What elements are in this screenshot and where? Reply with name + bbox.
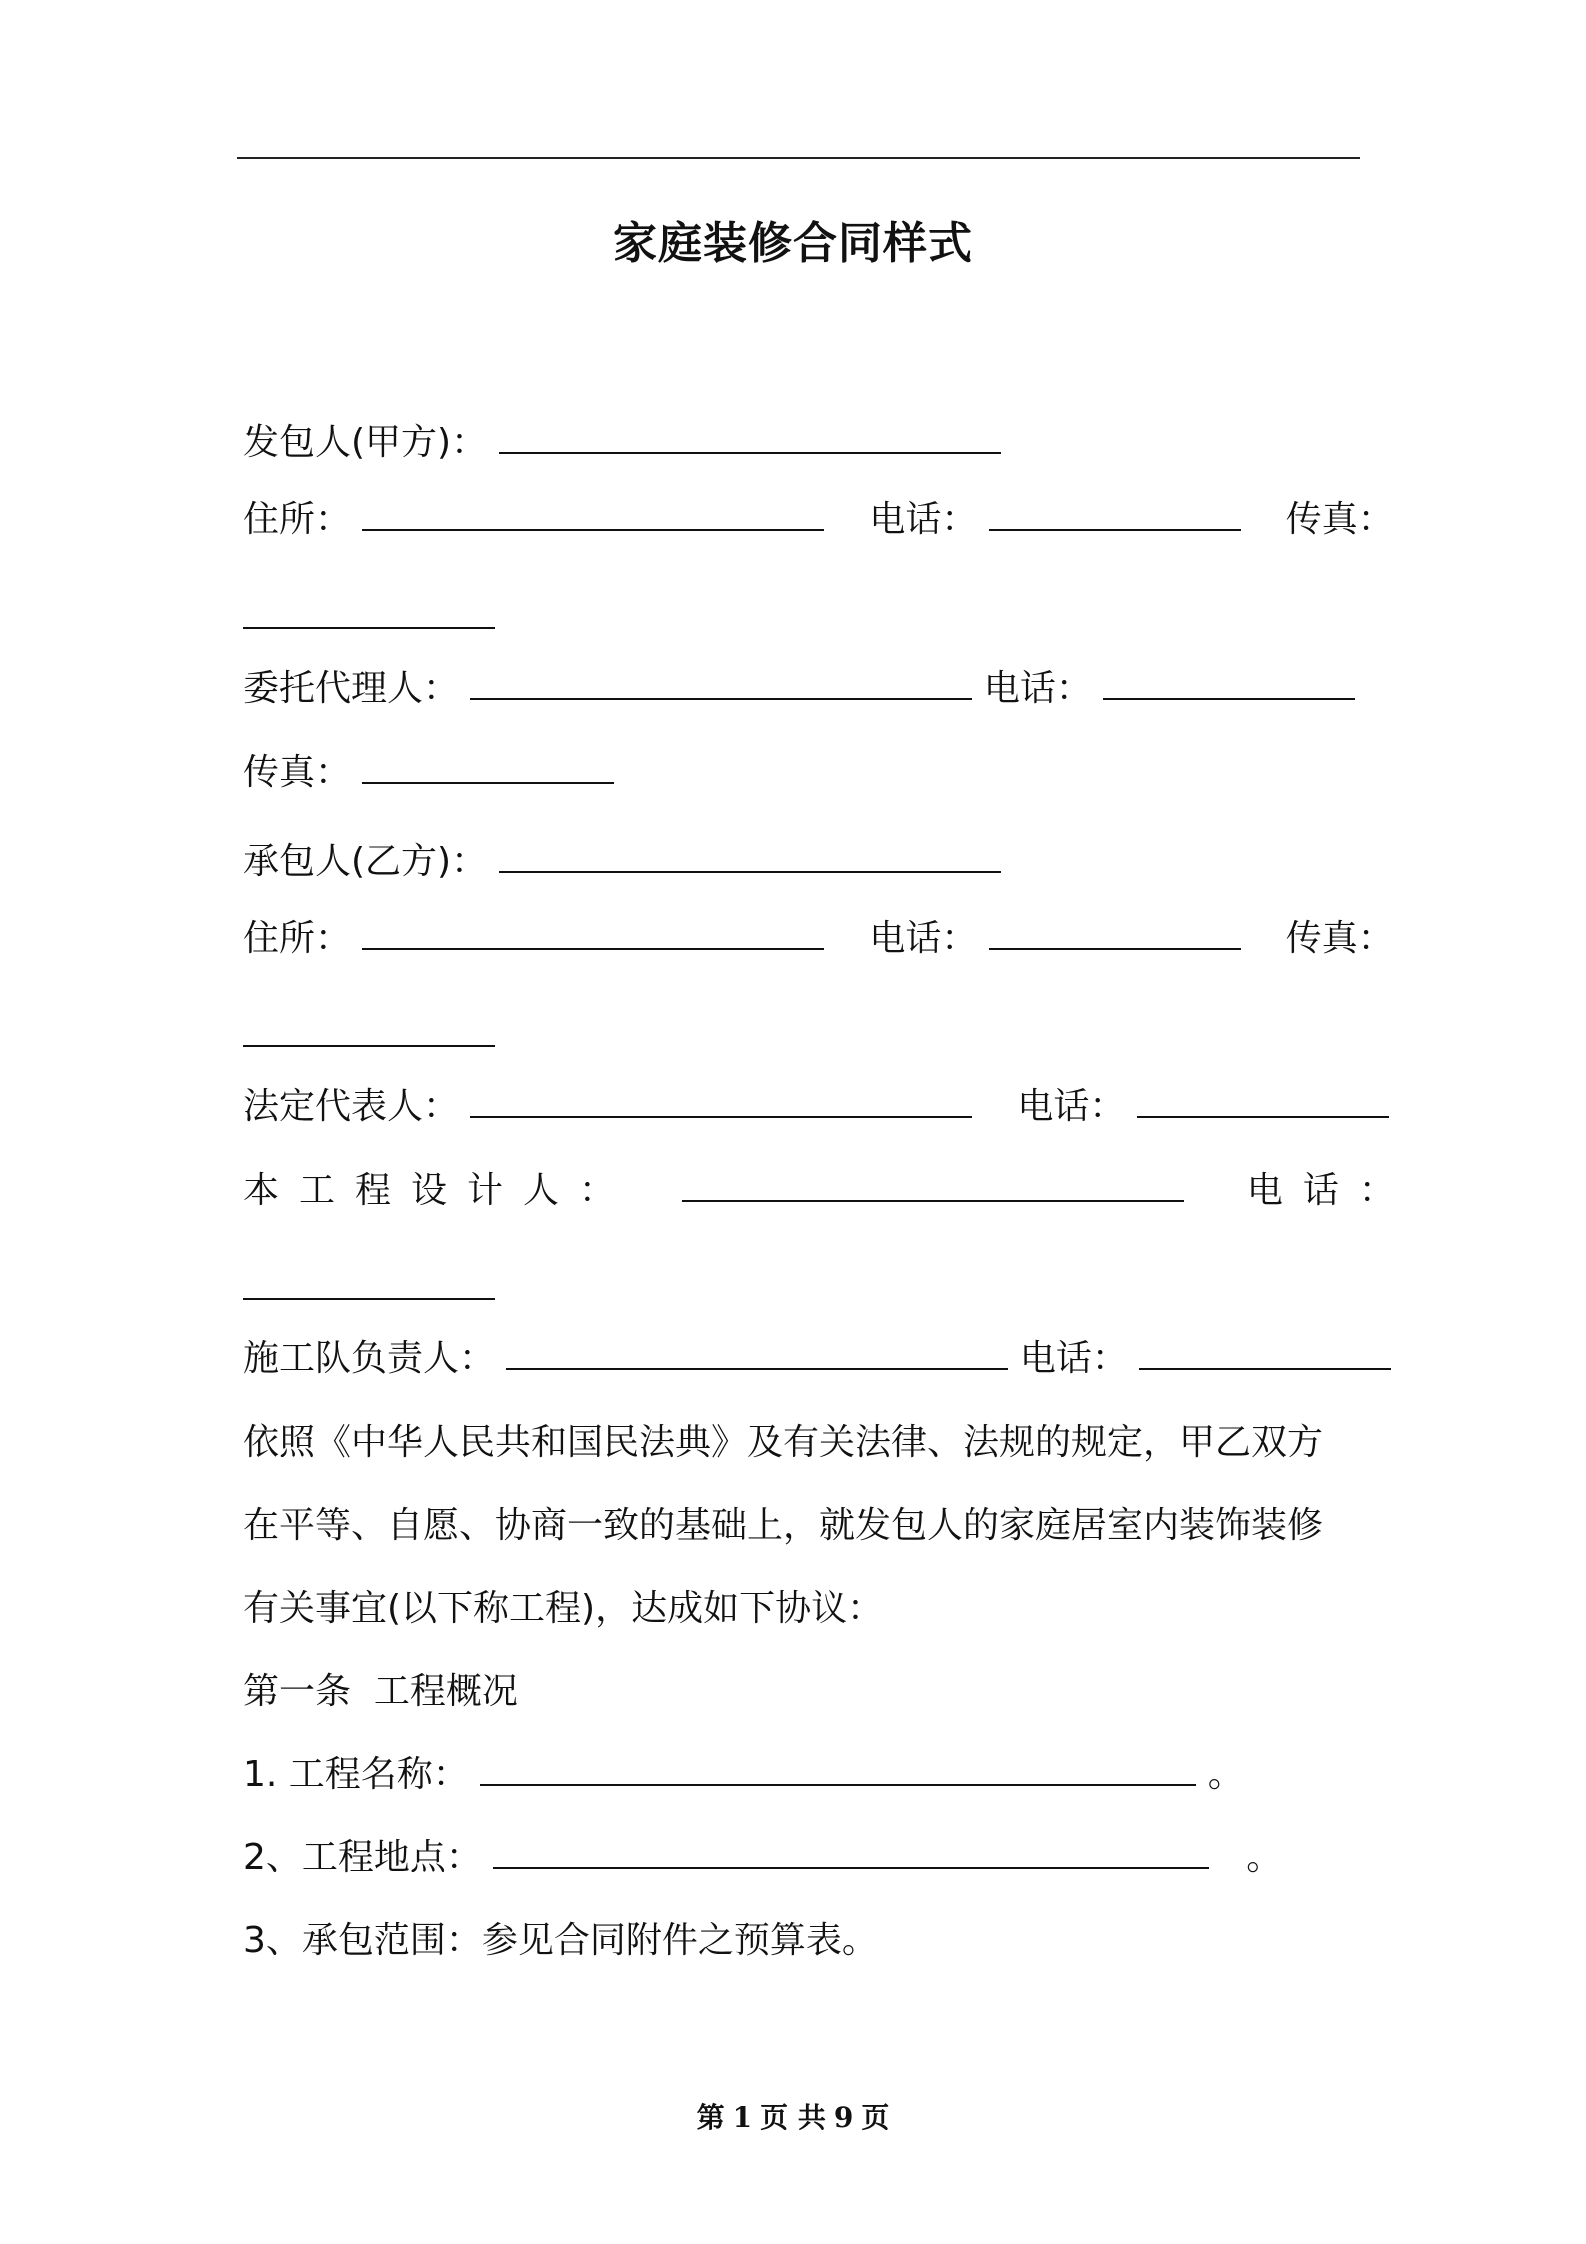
- legal-rep-phone-label: 电话：: [1017, 1086, 1126, 1127]
- party-a-fax-blank[interactable]: [243, 593, 495, 629]
- party-b-label: 承包人(乙方)：: [243, 841, 488, 882]
- article-1-item-2: [243, 1833, 1282, 1883]
- party-a-contact-line: [243, 495, 1394, 545]
- document-title: 家庭装修合同样式: [613, 218, 973, 269]
- party-a-address-blank[interactable]: [362, 495, 824, 531]
- party-b-address-label: 住所：: [243, 918, 352, 959]
- page-footer: [0, 2098, 1586, 2138]
- article-1-item-3: 3、承包范围：参见合同附件之预算表。: [243, 1920, 878, 1961]
- agent-fax-label: 传真：: [243, 752, 352, 793]
- footer-suffix: 页: [861, 2101, 890, 2134]
- project-name-end: 。: [1207, 1754, 1244, 1795]
- party-a-phone-blank[interactable]: [989, 495, 1241, 531]
- footer-current-page: 1: [732, 2101, 753, 2134]
- party-b-phone-blank[interactable]: [989, 914, 1241, 950]
- designer-phone-blank[interactable]: [243, 1264, 495, 1300]
- project-location-label: 2、工程地点：: [243, 1837, 482, 1878]
- article-1-item-1: [243, 1750, 1244, 1800]
- party-b-fax-line: [243, 1011, 495, 1061]
- footer-middle: 页 共: [760, 2101, 826, 2134]
- party-a-name-blank[interactable]: [499, 418, 1001, 454]
- party-a-address-label: 住所：: [243, 499, 352, 540]
- designer-phone-line: [243, 1264, 495, 1314]
- designer-line: [243, 1166, 1415, 1216]
- agent-phone-label: 电话：: [983, 668, 1092, 709]
- party-a-phone-label: 电话：: [869, 499, 978, 540]
- party-b-contact-line: [243, 914, 1394, 964]
- party-b-name-blank[interactable]: [499, 837, 1001, 873]
- body-line-3: 有关事宜(以下称工程)，达成如下协议：: [243, 1588, 884, 1629]
- party-a-label: 发包人(甲方)：: [243, 422, 488, 463]
- party-a-fax-line: [243, 593, 495, 643]
- party-a-line: [243, 418, 1001, 468]
- header-rule: [237, 157, 1360, 159]
- project-name-label: 1. 工程名称：: [243, 1754, 469, 1795]
- party-b-phone-label: 电话：: [869, 918, 978, 959]
- party-a-fax-label: 传真：: [1285, 499, 1394, 540]
- team-leader-label: 施工队负责人：: [243, 1338, 496, 1379]
- agent-fax-line: [243, 748, 614, 798]
- legal-rep-label: 法定代表人：: [243, 1086, 460, 1127]
- party-b-address-blank[interactable]: [362, 914, 824, 950]
- agent-label: 委托代理人：: [243, 668, 460, 709]
- team-leader-phone-blank[interactable]: [1139, 1334, 1391, 1370]
- legal-rep-phone-blank[interactable]: [1137, 1082, 1389, 1118]
- designer-name-blank[interactable]: [682, 1166, 1184, 1202]
- project-location-blank[interactable]: [493, 1833, 1209, 1869]
- body-line-2: 在平等、自愿、协商一致的基础上，就发包人的家庭居室内装饰装修: [243, 1505, 1324, 1546]
- party-b-line: [243, 837, 1001, 887]
- party-b-fax-blank[interactable]: [243, 1011, 495, 1047]
- designer-label: 本工程设计人：: [243, 1170, 636, 1211]
- legal-rep-line: [243, 1082, 1389, 1132]
- agent-fax-blank[interactable]: [362, 748, 614, 784]
- team-leader-phone-label: 电话：: [1019, 1338, 1128, 1379]
- team-leader-name-blank[interactable]: [506, 1334, 1008, 1370]
- party-b-fax-label: 传真：: [1285, 918, 1394, 959]
- project-name-blank[interactable]: [480, 1750, 1196, 1786]
- legal-rep-name-blank[interactable]: [470, 1082, 972, 1118]
- body-line-1: 依照《中华人民共和国民法典》及有关法律、法规的规定，甲乙双方: [243, 1422, 1324, 1463]
- project-location-end: 。: [1246, 1837, 1283, 1878]
- article-1-heading: 第一条 工程概况: [243, 1671, 518, 1712]
- designer-phone-label: 电话：: [1246, 1170, 1415, 1211]
- team-leader-line: [243, 1334, 1391, 1384]
- footer-prefix: 第: [696, 2101, 725, 2134]
- agent-name-blank[interactable]: [470, 664, 972, 700]
- agent-phone-blank[interactable]: [1103, 664, 1355, 700]
- footer-total-pages: 9: [833, 2101, 854, 2134]
- agent-line: [243, 664, 1355, 714]
